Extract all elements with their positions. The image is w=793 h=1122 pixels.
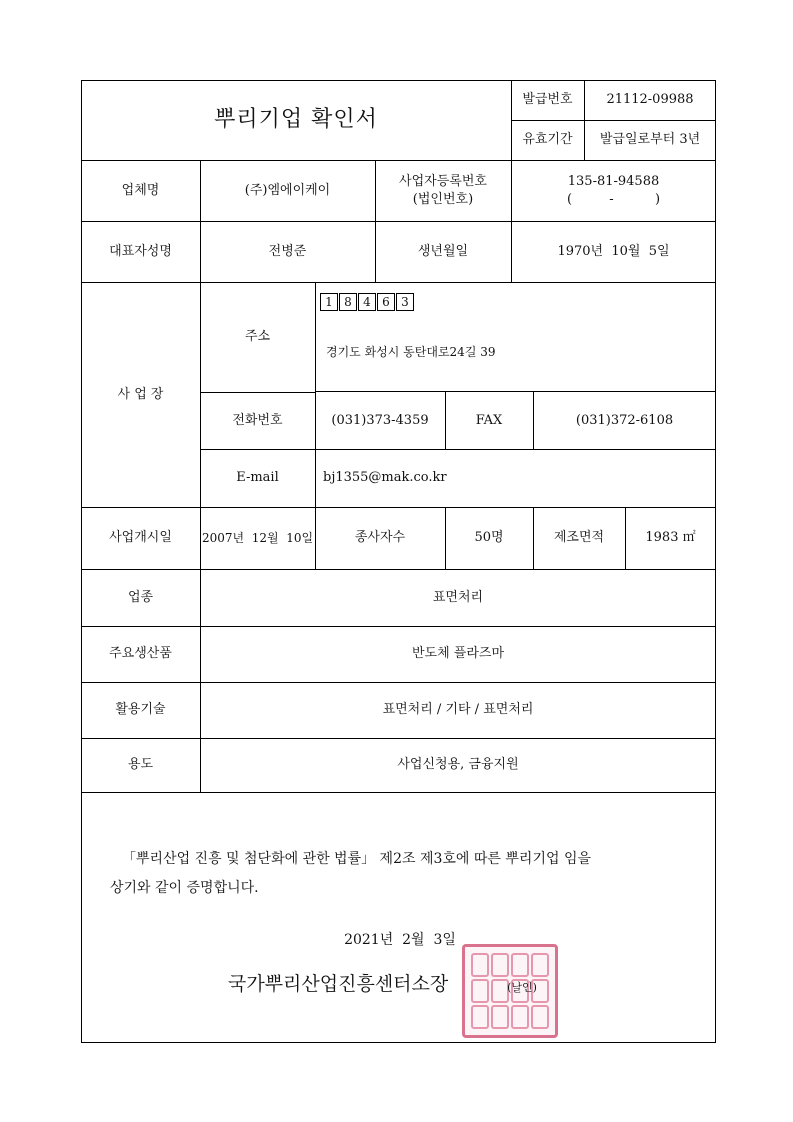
start-date-label: 사업개시일 [109,530,172,546]
company-name-label: 업체명 [121,182,160,198]
validity-label: 유효기간 [522,132,573,148]
phone-value: (031)373-4359 [331,412,429,428]
main-product-label: 주요생산품 [109,646,172,662]
zip-code [320,293,415,311]
site-label: 사 업 장 [117,386,164,402]
employees-value: 50명 [474,530,504,546]
phone-label: 전화번호 [232,412,283,428]
certification-statement [110,845,692,903]
area-value: 1983 ㎡ [645,530,696,546]
zip-digit: 3 [396,293,414,311]
usage-label: 용도 [127,757,154,773]
issue-date: 2021년 2월 3일 [344,931,456,948]
biz-reg-label-line2: (법인번호) [412,191,474,207]
start-date-value: 2007년 12월 10일 [201,530,314,545]
employees-label: 종사자수 [354,530,406,546]
statement-line-2: 상기와 같이 증명합니다. [110,880,259,896]
fax-label: FAX [475,412,503,428]
biz-reg-value [511,160,716,221]
issue-number-label: 발급번호 [522,92,573,108]
zip-digit: 8 [339,293,357,311]
representative-label: 대표자성명 [109,243,172,259]
address-label: 주소 [244,329,271,345]
zip-digit: 6 [377,293,395,311]
zip-digit: 1 [320,293,338,311]
representative-value: 전병준 [268,243,307,259]
validity-value: 발급일로부터 3년 [599,132,701,148]
statement-line-1: 「뿌리산업 진흥 및 첨단화에 관한 법률」 제2조 제3호에 따른 뿌리기업 임을 [122,851,591,867]
company-name-value: (주)엠에이케이 [244,182,331,198]
usage-value: 사업신청용, 금융지원 [397,757,519,773]
fax-value: (031)372-6108 [575,412,674,428]
zip-digit: 4 [358,293,376,311]
corporate-number: ( - ) [566,191,661,207]
biz-reg-label [375,160,511,221]
birth-date-value: 1970년 10월 5일 [557,243,670,259]
issuer-name: 국가뿌리산업진흥센터소장 [228,973,449,996]
industry-value: 표면처리 [432,589,484,605]
main-product-value: 반도체 플라즈마 [411,646,505,662]
email-label: E-mail [236,470,279,486]
biz-reg-number: 135-81-94588 [567,173,660,189]
address-value: 경기도 화성시 동탄대로24길 39 [326,344,496,359]
biz-reg-label-line1: 사업자등록번호 [399,173,487,189]
technology-value: 표면처리 / 기타 / 표면처리 [382,702,534,718]
industry-label: 업종 [127,589,154,605]
seal-label: (날인) [507,980,537,994]
document-title: 뿌리기업 확인서 [214,107,378,133]
issue-number-value: 21112-09988 [606,92,694,108]
email-value: bj1355@mak.co.kr [323,470,447,486]
area-label: 제조면적 [553,530,605,546]
birth-date-label: 생년월일 [417,243,469,259]
technology-label: 활용기술 [115,702,166,718]
